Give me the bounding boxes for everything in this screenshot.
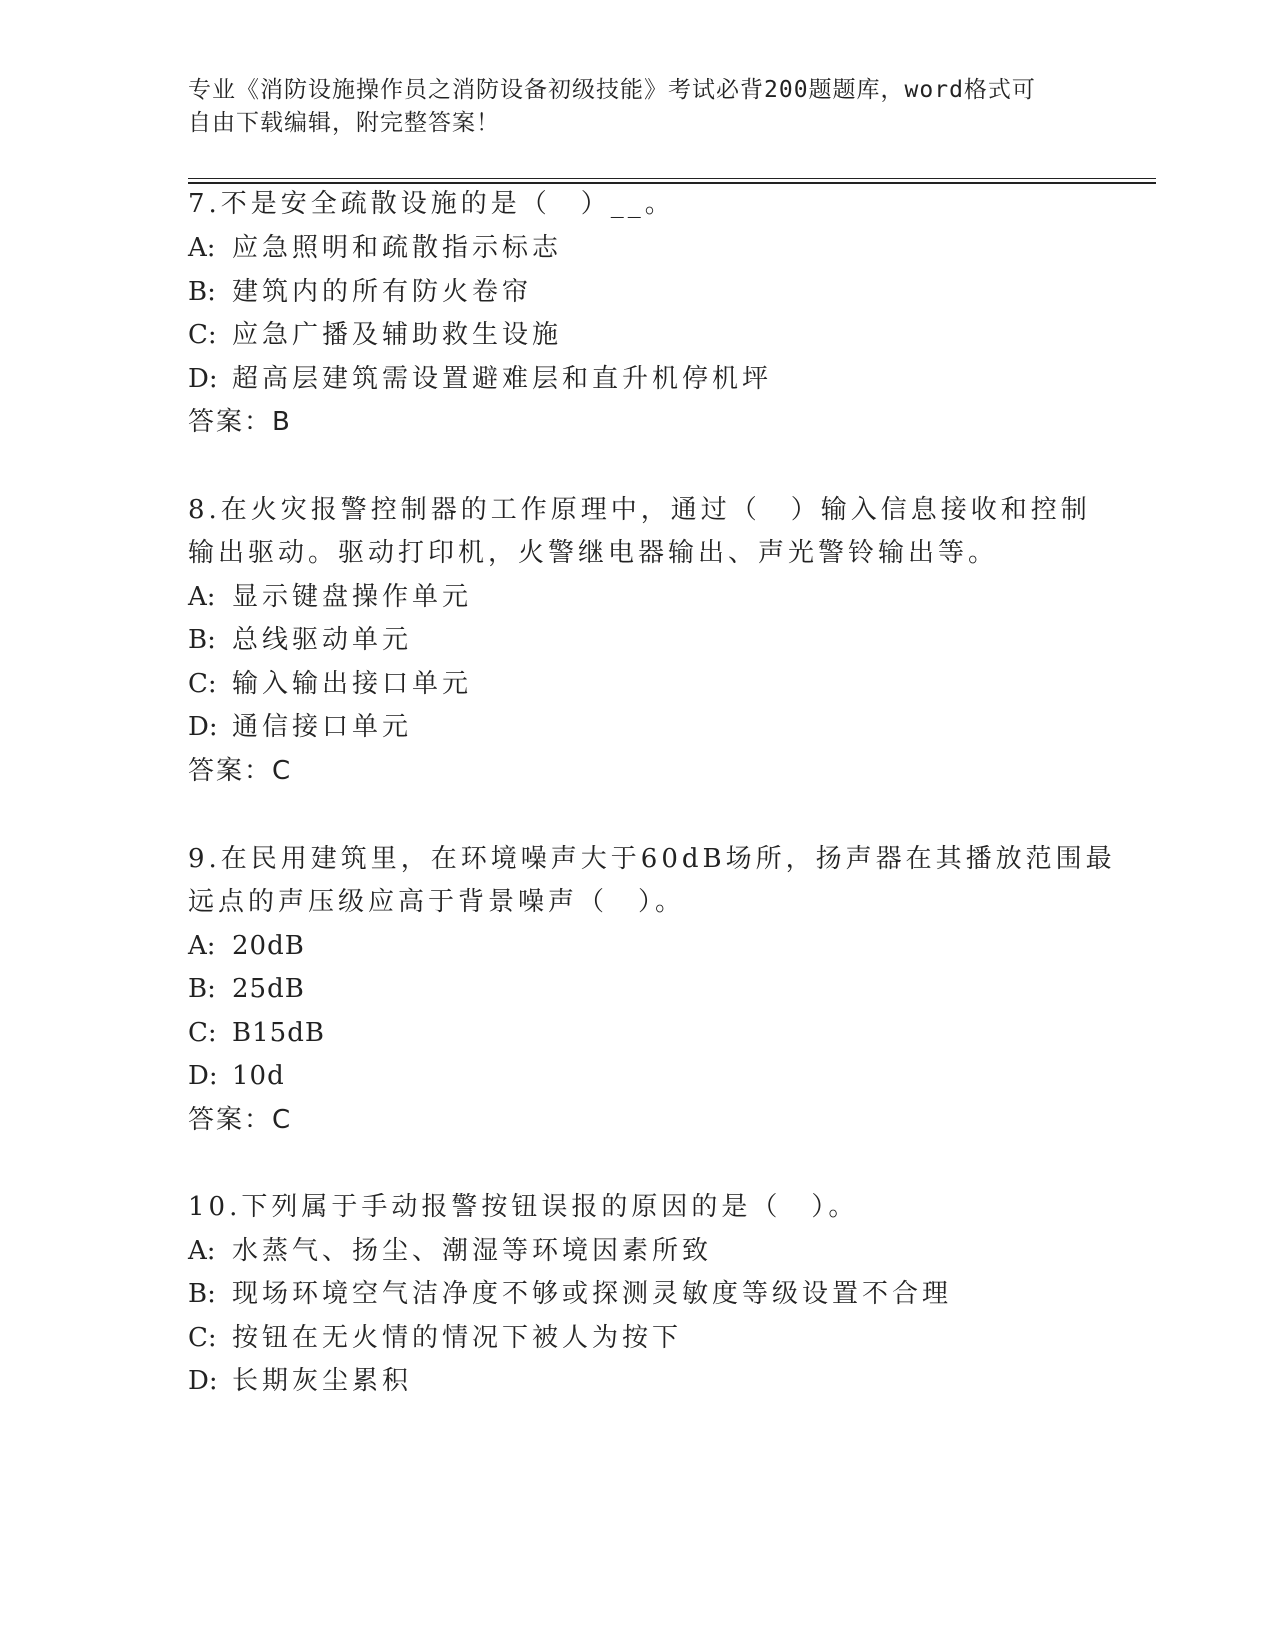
option-text: 总线驱动单元 [232, 625, 413, 655]
document-header [188, 74, 1088, 140]
header-line-2: 自由下载编辑，附完整答案！ [188, 110, 500, 136]
option-text: 水蒸气、扬尘、潮湿等环境因素所致 [232, 1236, 713, 1266]
option-label: C: [188, 320, 217, 350]
question-8-option-d [188, 710, 412, 744]
option-text: 现场环境空气洁净度不够或探测灵敏度等级设置不合理 [232, 1279, 953, 1309]
question-10-option-b [188, 1277, 952, 1311]
question-7-option-c [188, 318, 562, 352]
option-label: A: [188, 233, 216, 263]
option-text: 通信接口单元 [232, 712, 413, 742]
option-label: A: [188, 931, 216, 961]
option-text: 显示键盘操作单元 [232, 582, 473, 612]
question-9-answer: 答案：C [188, 1105, 293, 1135]
option-text: 按钮在无火情的情况下被人为按下 [232, 1323, 683, 1353]
question-8-option-c [188, 667, 472, 701]
option-text: B15dB [232, 1018, 325, 1048]
question-10-stem: 10.下列属于手动报警按钮误报的原因的是（ ）。 [188, 1192, 859, 1222]
question-10-option-a [188, 1234, 712, 1268]
question-8-stem-line-2: 输出驱动。驱动打印机，火警继电器输出、声光警铃输出等。 [188, 538, 999, 568]
question-9-option-c [188, 1016, 325, 1050]
option-text: 建筑内的所有防火卷帘 [232, 277, 533, 307]
question-8-answer: 答案：C [188, 756, 293, 786]
header-line-1: 专业《消防设施操作员之消防设备初级技能》考试必背200题题库，word格式可 [188, 77, 1036, 103]
question-9-option-b [188, 972, 305, 1006]
option-text: 应急照明和疏散指示标志 [232, 233, 563, 263]
option-text: 20dB [232, 931, 305, 961]
question-10-option-d [188, 1364, 412, 1398]
option-label: B: [188, 974, 216, 1004]
question-7-option-b [188, 275, 532, 309]
option-text: 10d [232, 1061, 285, 1091]
option-text: 输入输出接口单元 [232, 669, 473, 699]
option-text: 应急广播及辅助救生设施 [232, 320, 563, 350]
option-text: 超高层建筑需设置避难层和直升机停机坪 [232, 364, 773, 394]
option-label: B: [188, 625, 216, 655]
question-8-stem-line-1: 8.在火灾报警控制器的工作原理中，通过（ ）输入信息接收和控制 [188, 495, 1091, 525]
question-7-option-d [188, 362, 772, 396]
question-9-stem-line-1: 9.在民用建筑里，在环境噪声大于60dB场所，扬声器在其播放范围最 [188, 844, 1116, 874]
option-label: B: [188, 1279, 216, 1309]
question-9-option-d [188, 1059, 285, 1093]
question-8-option-a [188, 580, 472, 614]
option-label: A: [188, 1236, 216, 1266]
question-9-stem-line-2: 远点的声压级应高于背景噪声（ ）。 [188, 887, 686, 917]
question-7-stem: 7.不是安全疏散设施的是（ ）__。 [188, 189, 675, 219]
question-7-answer: 答案：B [188, 407, 292, 437]
option-label: B: [188, 277, 216, 307]
option-label: C: [188, 1018, 217, 1048]
header-divider-thick [188, 182, 1156, 184]
option-label: D: [188, 1061, 218, 1091]
header-divider-thin [188, 178, 1156, 179]
option-label: A: [188, 582, 216, 612]
option-label: D: [188, 712, 218, 742]
option-label: D: [188, 1366, 218, 1396]
question-8-option-b [188, 623, 412, 657]
option-text: 长期灰尘累积 [232, 1366, 413, 1396]
question-9-option-a [188, 929, 305, 963]
option-label: C: [188, 1323, 217, 1353]
option-text: 25dB [232, 974, 305, 1004]
question-7-option-a [188, 231, 562, 265]
question-10-option-c [188, 1321, 682, 1355]
option-label: D: [188, 364, 218, 394]
option-label: C: [188, 669, 217, 699]
